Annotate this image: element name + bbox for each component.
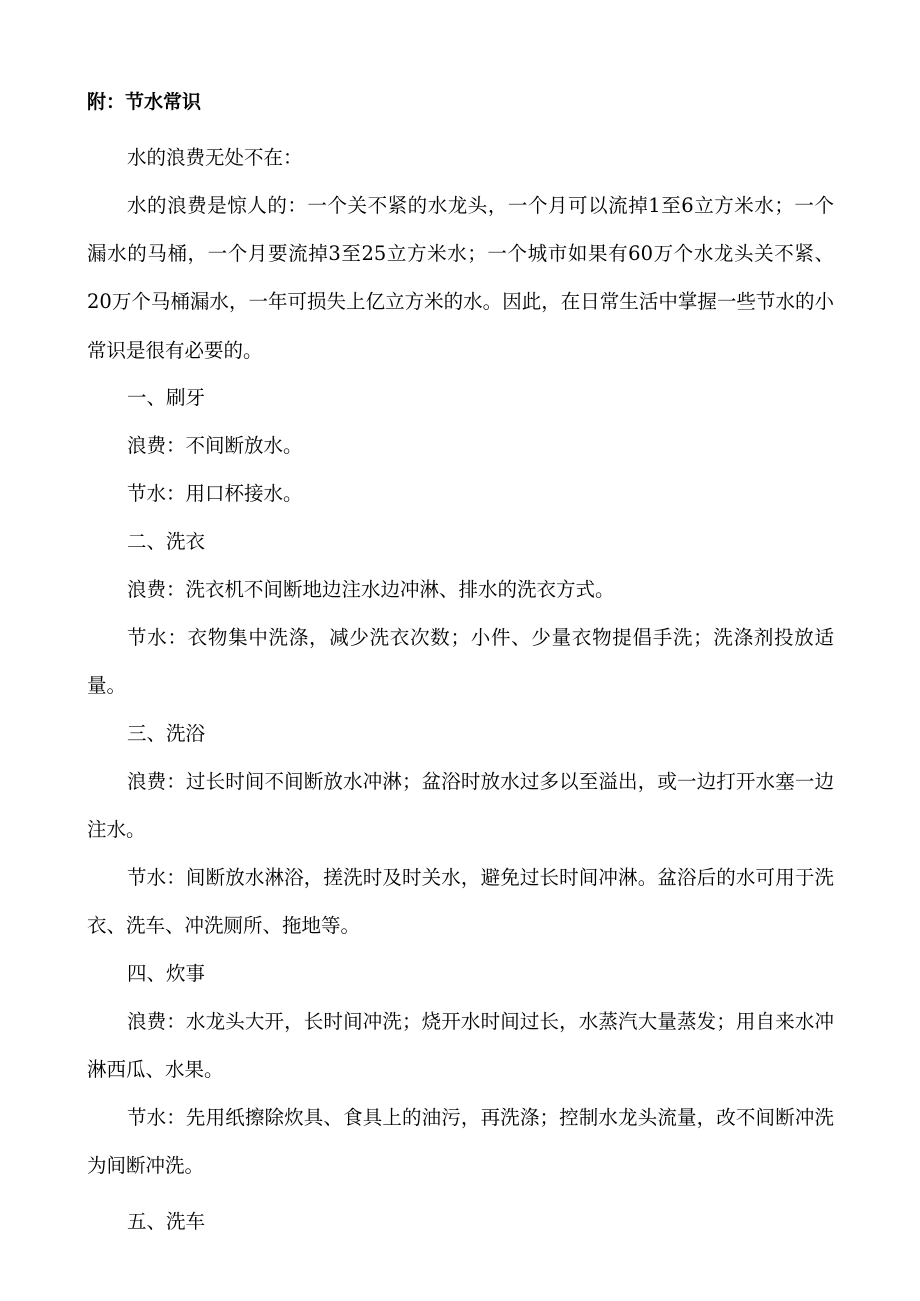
brushing-waste: 浪费：不间断放水。: [127, 434, 303, 457]
cooking-saving: 节水：先用纸擦除炊具、食具上的油污，再洗涤；控制水龙头流量，改不间断冲洗为间断冲洗。: [87, 1106, 834, 1178]
brushing-saving: 节水：用口杯接水。: [127, 482, 303, 505]
section-heading-bathing: 三、洗浴: [127, 722, 206, 745]
cooking-waste: 浪费：水龙头大开，长时间冲洗；烧开水时间过长，水蒸汽大量蒸发；用自来水冲淋西瓜、水果。: [87, 1010, 834, 1082]
document-title: 附：节水常识: [87, 91, 202, 113]
bathing-saving: 节水：间断放水淋浴，搓洗时及时关水，避免过长时间冲淋。盆浴后的水可用于洗衣、洗车、冲洗厕所、拖地等。: [87, 866, 834, 938]
bathing-waste: 浪费：过长时间不间断放水冲淋；盆浴时放水过多以至溢出，或一边打开水塞一边注水。: [87, 770, 834, 842]
intro-paragraph: 水的浪费无处不在：: [127, 146, 303, 169]
section-heading-car-washing: 五、洗车: [127, 1210, 206, 1233]
waste-statistics-paragraph: 水的浪费是惊人的：一个关不紧的水龙头，一个月可以流掉1至6立方米水；一个漏水的马桶，一个月要流掉3至25立方米水；一个城市如果有60万个水龙头关不紧、20万个马桶漏水，一年可损失上亿立方米的水。因此，在日常生活中掌握一些节水的小常识是很有必要的。: [87, 194, 834, 362]
laundry-waste: 浪费：洗衣机不间断地边注水边冲淋、排水的洗衣方式。: [127, 578, 615, 601]
laundry-saving: 节水：衣物集中洗涤，减少洗衣次数；小件、少量衣物提倡手洗；洗涤剂投放适量。: [87, 626, 834, 698]
section-heading-cooking: 四、炊事: [127, 962, 206, 985]
section-heading-laundry: 二、洗衣: [127, 530, 206, 553]
section-heading-brushing: 一、刷牙: [127, 386, 206, 409]
